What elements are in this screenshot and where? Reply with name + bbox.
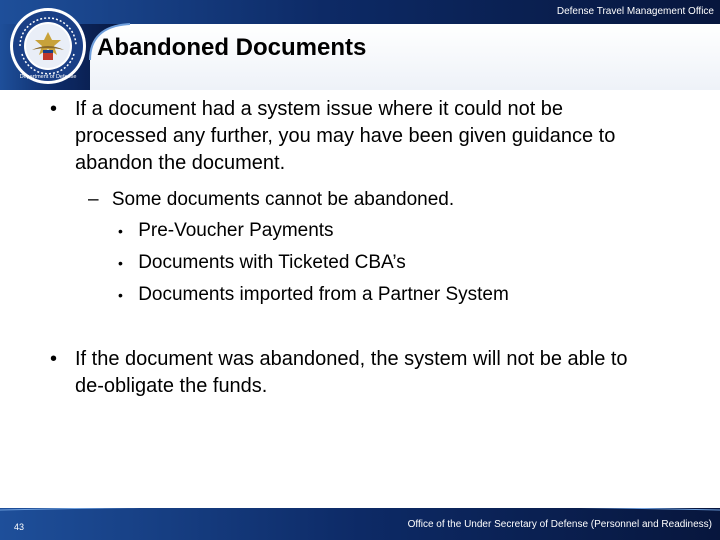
bullet-dot: • xyxy=(118,287,123,303)
sub-item-3 xyxy=(118,283,509,307)
sub-bullet xyxy=(88,188,454,212)
bullet-dot: • xyxy=(118,223,123,239)
footer-office: Office of the Under Secretary of Defense (Personnel and Readiness) xyxy=(407,519,712,530)
sub-item-3-text: Documents imported from a Partner System xyxy=(138,284,509,305)
sub-item-1 xyxy=(118,219,334,243)
seal-caption: Department of Defense xyxy=(19,74,77,80)
dash-marker: – xyxy=(88,189,99,210)
bullet-dot: • xyxy=(118,255,123,271)
bullet-dot: • xyxy=(50,98,58,120)
org-name: Defense Travel Management Office xyxy=(556,6,714,17)
sub-bullet-text: Some documents cannot be abandoned. xyxy=(111,189,455,210)
bullet-2-text: If the document was abandoned, the system will not be able to de-obligate the funds. xyxy=(75,348,628,397)
bullet-2 xyxy=(50,346,630,400)
sub-item-1-text: Pre-Voucher Payments xyxy=(138,220,334,241)
bullet-dot: • xyxy=(50,348,58,370)
sub-item-2 xyxy=(118,251,406,275)
sub-item-2-text: Documents with Ticketed CBA’s xyxy=(138,252,406,273)
bullet-1 xyxy=(50,96,630,177)
bullet-1-text: If a document had a system issue where it could not be processed any further, you may have been given guidance to abandon the document. xyxy=(75,98,616,174)
slide-title: Abandoned Documents xyxy=(97,34,367,61)
page-number: 43 xyxy=(14,522,25,532)
